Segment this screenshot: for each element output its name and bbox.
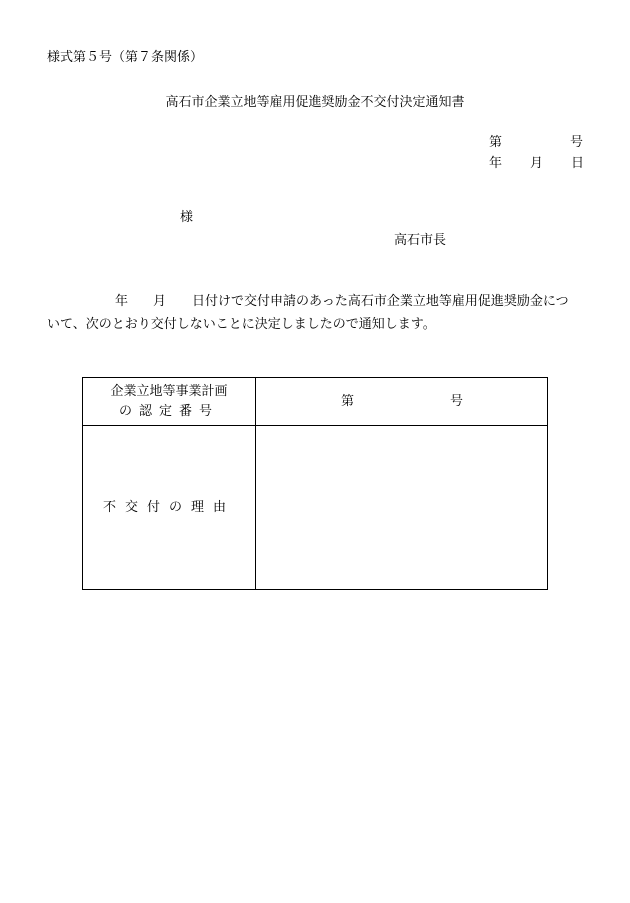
non-grant-reason-label: 不交付の理由 [102, 500, 235, 515]
date-year-label: 年 [489, 156, 503, 171]
addressee-honorific: 様 [180, 210, 194, 225]
document-number-suffix: 号 [570, 135, 584, 150]
body-text-rest: 日付けで交付申請のあった高石市企業立地等雇用促進奨励金につ [192, 294, 569, 309]
document-title: 高石市企業立地等雇用促進奨励金不交付決定通知書 [165, 95, 465, 110]
body-year-label: 年 [115, 294, 129, 309]
info-table [82, 377, 548, 590]
document-number-prefix: 第 [489, 135, 503, 150]
form-number: 様式第５号（第７条関係） [47, 50, 204, 65]
sender-name: 高石市長 [394, 233, 447, 248]
body-text-line-2: いて、次のとおり交付しないことに決定しましたので通知します。 [47, 317, 436, 332]
body-text-line-1 [47, 294, 569, 310]
table-row-divider [83, 425, 547, 426]
certification-number-prefix: 第 [341, 394, 355, 409]
body-month-label: 月 [153, 294, 167, 309]
plan-label-line-2: の認定番号 [118, 404, 219, 419]
table-column-divider [255, 378, 256, 589]
plan-label-line-1: 企業立地等事業計画 [110, 384, 228, 399]
certification-number-suffix: 号 [450, 394, 464, 409]
date-month-label: 月 [530, 156, 544, 171]
date-day-label: 日 [571, 156, 585, 171]
